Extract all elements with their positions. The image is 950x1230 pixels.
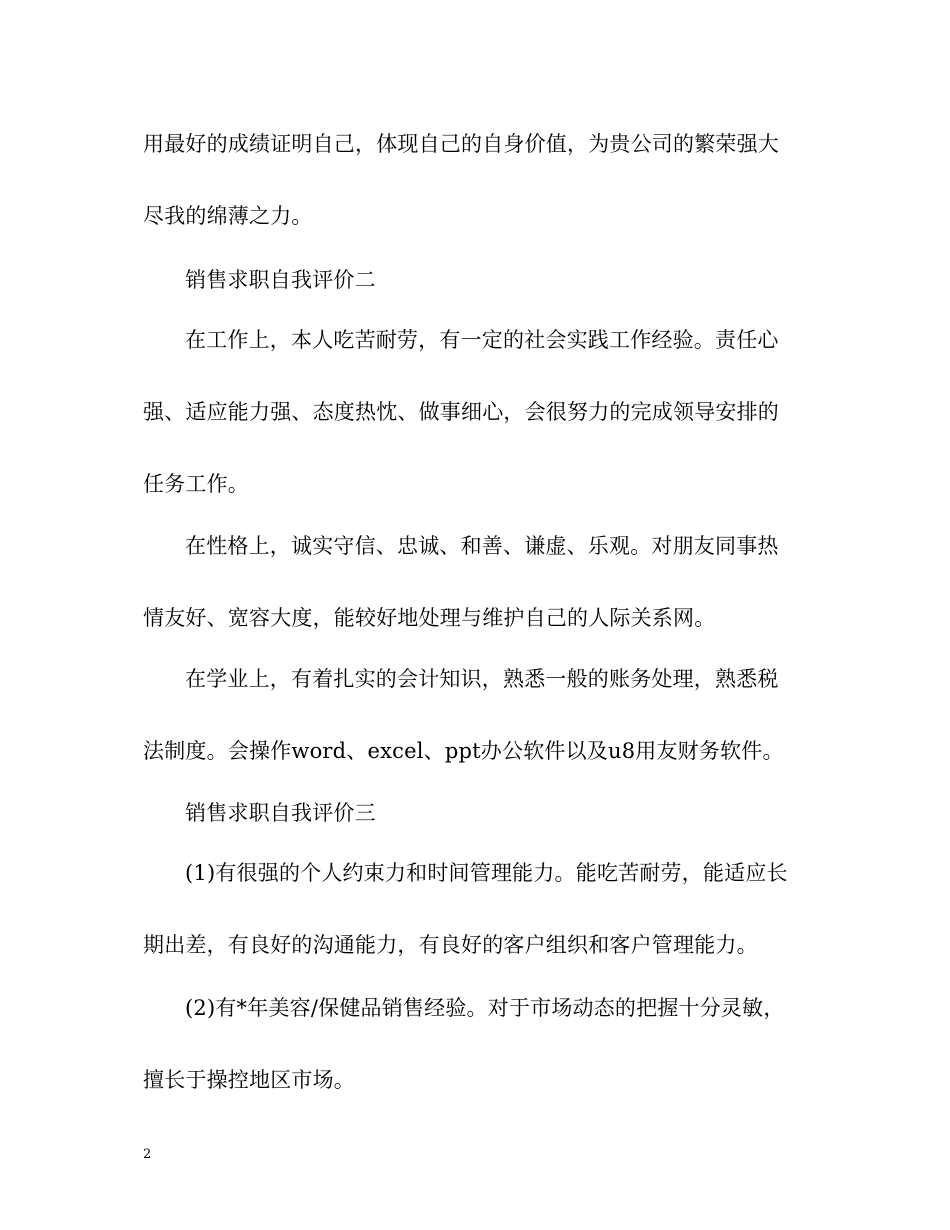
text-line: 在性格上，诚实守信、忠诚、和善、谦虚、乐观。对朋友同事热 — [185, 534, 779, 558]
text-line: 情友好、宽容大度，能较好地处理与维护自己的人际关系网。 — [143, 606, 716, 630]
text-line: 期出差，有良好的沟通能力，有良好的客户组织和客户管理能力。 — [143, 933, 758, 957]
text-line: 强、适应能力强、态度热忱、做事细心，会很努力的完成领导安排的 — [143, 400, 779, 424]
section-heading: 销售求职自我评价二 — [185, 268, 376, 292]
page-number: 2 — [143, 1147, 152, 1162]
text-line: 在工作上，本人吃苦耐劳，有一定的社会实践工作经验。责任心 — [185, 328, 779, 352]
text-line: (2)有*年美容/保健品销售经验。对于市场动态的把握十分灵敏， — [185, 996, 785, 1020]
text-line: 在学业上，有着扎实的会计知识，熟悉一般的账务处理，熟悉税 — [185, 667, 779, 691]
text-line: 任务工作。 — [143, 472, 249, 496]
section-heading: 销售求职自我评价三 — [185, 801, 376, 825]
text-line: 尽我的绵薄之力。 — [143, 204, 313, 228]
text-line: 擅长于操控地区市场。 — [143, 1068, 355, 1092]
text-line: 用最好的成绩证明自己，体现自己的自身价值，为贵公司的繁荣强大 — [143, 132, 779, 156]
text-line: (1)有很强的个人约束力和时间管理能力。能吃苦耐劳，能适应长 — [185, 861, 788, 885]
text-line: 法制度。会操作word、excel、ppt办公软件以及u8用友财务软件。 — [143, 739, 784, 763]
